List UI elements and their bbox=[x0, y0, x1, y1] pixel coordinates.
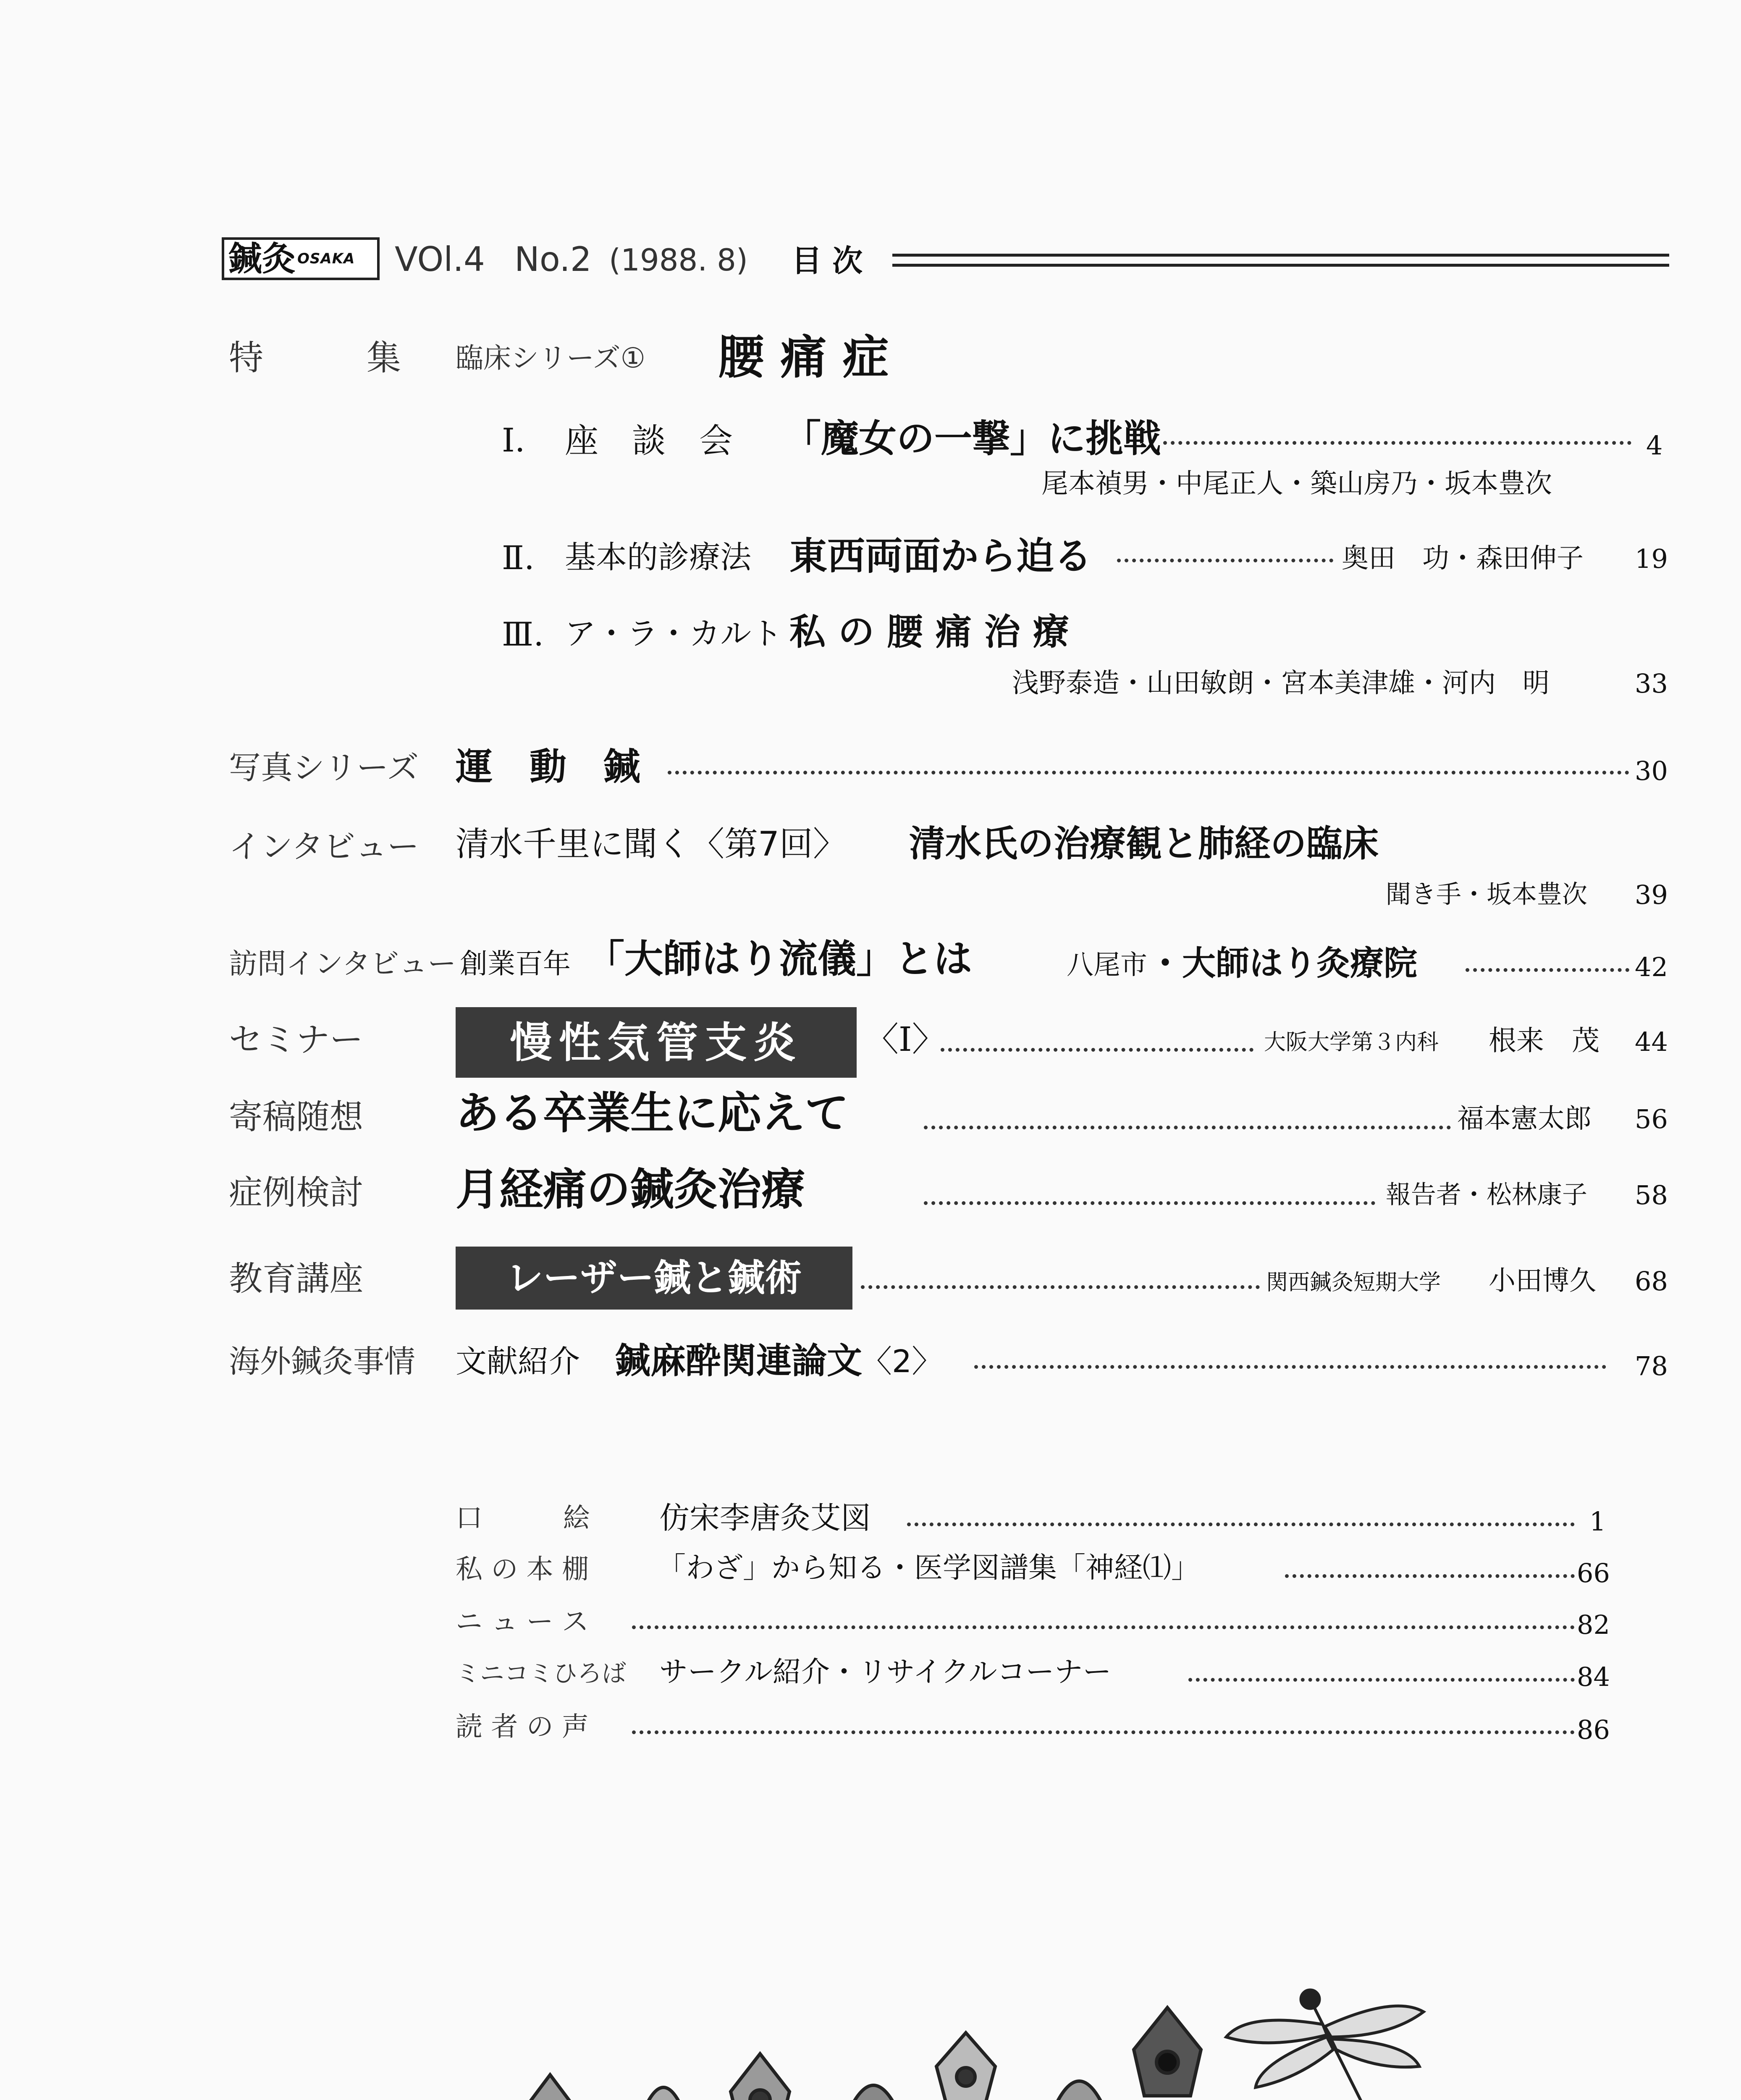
leader-dots bbox=[1466, 968, 1629, 972]
page-number: 56 bbox=[1635, 1104, 1668, 1134]
misc-category: ニ ュ ー ス bbox=[456, 1606, 589, 1638]
page-number: 78 bbox=[1635, 1351, 1668, 1381]
entry-category: 寄稿随想 bbox=[229, 1097, 363, 1137]
feature-item-authors: 奥田 功・森田伸子 bbox=[1342, 543, 1584, 574]
entry-author: 小田博久 bbox=[1489, 1265, 1596, 1297]
entry-title: ある卒業生に応えて bbox=[456, 1087, 849, 1139]
entry-title: 清水氏の治療観と肺経の臨床 bbox=[909, 823, 1379, 865]
page-title: 目 次 bbox=[792, 243, 863, 278]
leader-dots bbox=[974, 1365, 1606, 1369]
entry-place: ・大師はり灸療院 bbox=[1148, 944, 1417, 983]
feature-item-authors: 浅野泰造・山田敏朗・宮本美津雄・河内 明 bbox=[1012, 668, 1550, 699]
feature-item-label: ア・ラ・カルト bbox=[565, 616, 782, 652]
page-number: 84 bbox=[1577, 1662, 1610, 1692]
leader-dots bbox=[668, 771, 1629, 774]
page-number: 82 bbox=[1577, 1609, 1610, 1640]
entry-title: 運 動 鍼 bbox=[456, 745, 641, 788]
entry-author: 根来 茂 bbox=[1489, 1024, 1599, 1057]
entry-category: 写真シリーズ bbox=[229, 749, 419, 786]
page-number: 86 bbox=[1577, 1714, 1610, 1745]
entry-affiliation: 大阪大学第３内科 bbox=[1264, 1030, 1439, 1055]
entry-category: 症例検討 bbox=[229, 1173, 363, 1212]
feature-item-title: 私 の 腰 痛 治 療 bbox=[789, 611, 1069, 653]
entry-authors: 聞き手・坂本豊次 bbox=[1386, 880, 1587, 909]
entry-title-highlight bbox=[456, 1247, 852, 1310]
feature-item-label: 座 談 会 bbox=[565, 421, 733, 460]
misc-category: 私 の 本 棚 bbox=[456, 1554, 589, 1585]
misc-category: 読 者 の 声 bbox=[456, 1712, 589, 1743]
entry-lead: 創業百年 bbox=[460, 948, 571, 980]
leader-dots bbox=[924, 1201, 1375, 1205]
page-number: 68 bbox=[1635, 1266, 1668, 1297]
magazine-logo bbox=[222, 237, 380, 280]
leader-dots bbox=[941, 1048, 1253, 1052]
entry-location: 八尾市 bbox=[1067, 950, 1147, 981]
feature-item-numeral: Ⅱ. bbox=[502, 539, 535, 577]
page-number: 4 bbox=[1646, 430, 1663, 461]
leader-dots bbox=[632, 1625, 1575, 1629]
entry-author: 報告者・松林康子 bbox=[1386, 1180, 1587, 1210]
misc-category: 口 絵 bbox=[456, 1503, 590, 1534]
header-rule-top bbox=[892, 254, 1669, 257]
entry-title-highlight bbox=[456, 1007, 857, 1078]
page-number: 44 bbox=[1635, 1026, 1668, 1057]
feature-item-numeral: Ⅲ. bbox=[502, 616, 544, 654]
feature-title: 腰 痛 症 bbox=[718, 331, 889, 384]
entry-category: 教育講座 bbox=[229, 1259, 363, 1298]
entry-title: 慢性気管支炎 bbox=[510, 1018, 802, 1067]
entry-suffix: 〈Ⅰ〉 bbox=[865, 1020, 946, 1059]
page-number: 58 bbox=[1635, 1180, 1668, 1210]
logo-kanji: 鍼灸 bbox=[228, 239, 296, 278]
leader-dots bbox=[1163, 441, 1631, 445]
entry-title: レーザー鍼と鍼術 bbox=[506, 1256, 802, 1299]
feature-item-authors: 尾本禎男・中尾正人・築山房乃・坂本豊次 bbox=[1041, 468, 1552, 499]
leader-dots bbox=[924, 1126, 1451, 1129]
misc-category: ミニコミひろば bbox=[456, 1659, 627, 1688]
entry-title: 鍼麻酔関連論文 bbox=[615, 1340, 863, 1381]
leader-dots bbox=[1117, 559, 1333, 562]
entry-suffix: 〈2〉 bbox=[861, 1344, 943, 1380]
page-number: 66 bbox=[1577, 1558, 1610, 1588]
leader-dots bbox=[907, 1522, 1575, 1526]
misc-title: 「わざ」から知る・医学図譜集「神経⑴」 bbox=[657, 1551, 1200, 1585]
feature-item-title: 東西両面から迫る bbox=[789, 534, 1092, 578]
leader-dots bbox=[861, 1285, 1260, 1289]
number-label: No.2 bbox=[514, 240, 592, 279]
entry-category: セミナー bbox=[229, 1020, 363, 1059]
entry-category: 海外鍼灸事情 bbox=[229, 1344, 415, 1380]
page-number: 39 bbox=[1635, 879, 1668, 910]
leader-dots bbox=[1188, 1678, 1575, 1682]
page-number: 19 bbox=[1635, 543, 1668, 574]
entry-category: インタビュー bbox=[229, 828, 419, 865]
leader-dots bbox=[1285, 1574, 1575, 1578]
volume-label: VOl.4 bbox=[395, 240, 485, 279]
entry-title: 「大師はり流儀」とは bbox=[586, 937, 973, 982]
feature-item-title: 「魔女の一撃」に挑戦 bbox=[783, 417, 1161, 461]
page-number: 33 bbox=[1635, 668, 1668, 699]
feature-category: 特 集 bbox=[229, 338, 401, 378]
flower-illustration bbox=[386, 1966, 1478, 2100]
misc-title: 仿宋李唐灸艾図 bbox=[659, 1500, 871, 1536]
entry-lead: 文献紹介 bbox=[456, 1344, 580, 1380]
entry-affiliation: 関西鍼灸短期大学 bbox=[1266, 1270, 1441, 1295]
page-number: 30 bbox=[1635, 756, 1668, 786]
page-number: 42 bbox=[1635, 952, 1668, 982]
feature-item-label: 基本的診療法 bbox=[565, 539, 751, 575]
logo-latin: OSAKA bbox=[297, 250, 355, 267]
feature-series: 臨床シリーズ① bbox=[456, 342, 645, 374]
page-number: 1 bbox=[1589, 1506, 1606, 1537]
feature-item-numeral: Ⅰ. bbox=[502, 422, 525, 459]
entry-category: 訪問インタビュー bbox=[229, 948, 456, 981]
header-rule-bottom bbox=[892, 264, 1669, 267]
misc-title: サークル紹介・リサイクルコーナー bbox=[659, 1656, 1112, 1689]
entry-title: 月経痛の鍼灸治療 bbox=[456, 1163, 805, 1215]
issue-date: (1988. 8) bbox=[609, 242, 748, 278]
entry-lead: 清水千里に聞く〈第7回〉 bbox=[456, 824, 847, 864]
leader-dots bbox=[632, 1730, 1575, 1734]
entry-author: 福本憲太郎 bbox=[1457, 1103, 1592, 1134]
